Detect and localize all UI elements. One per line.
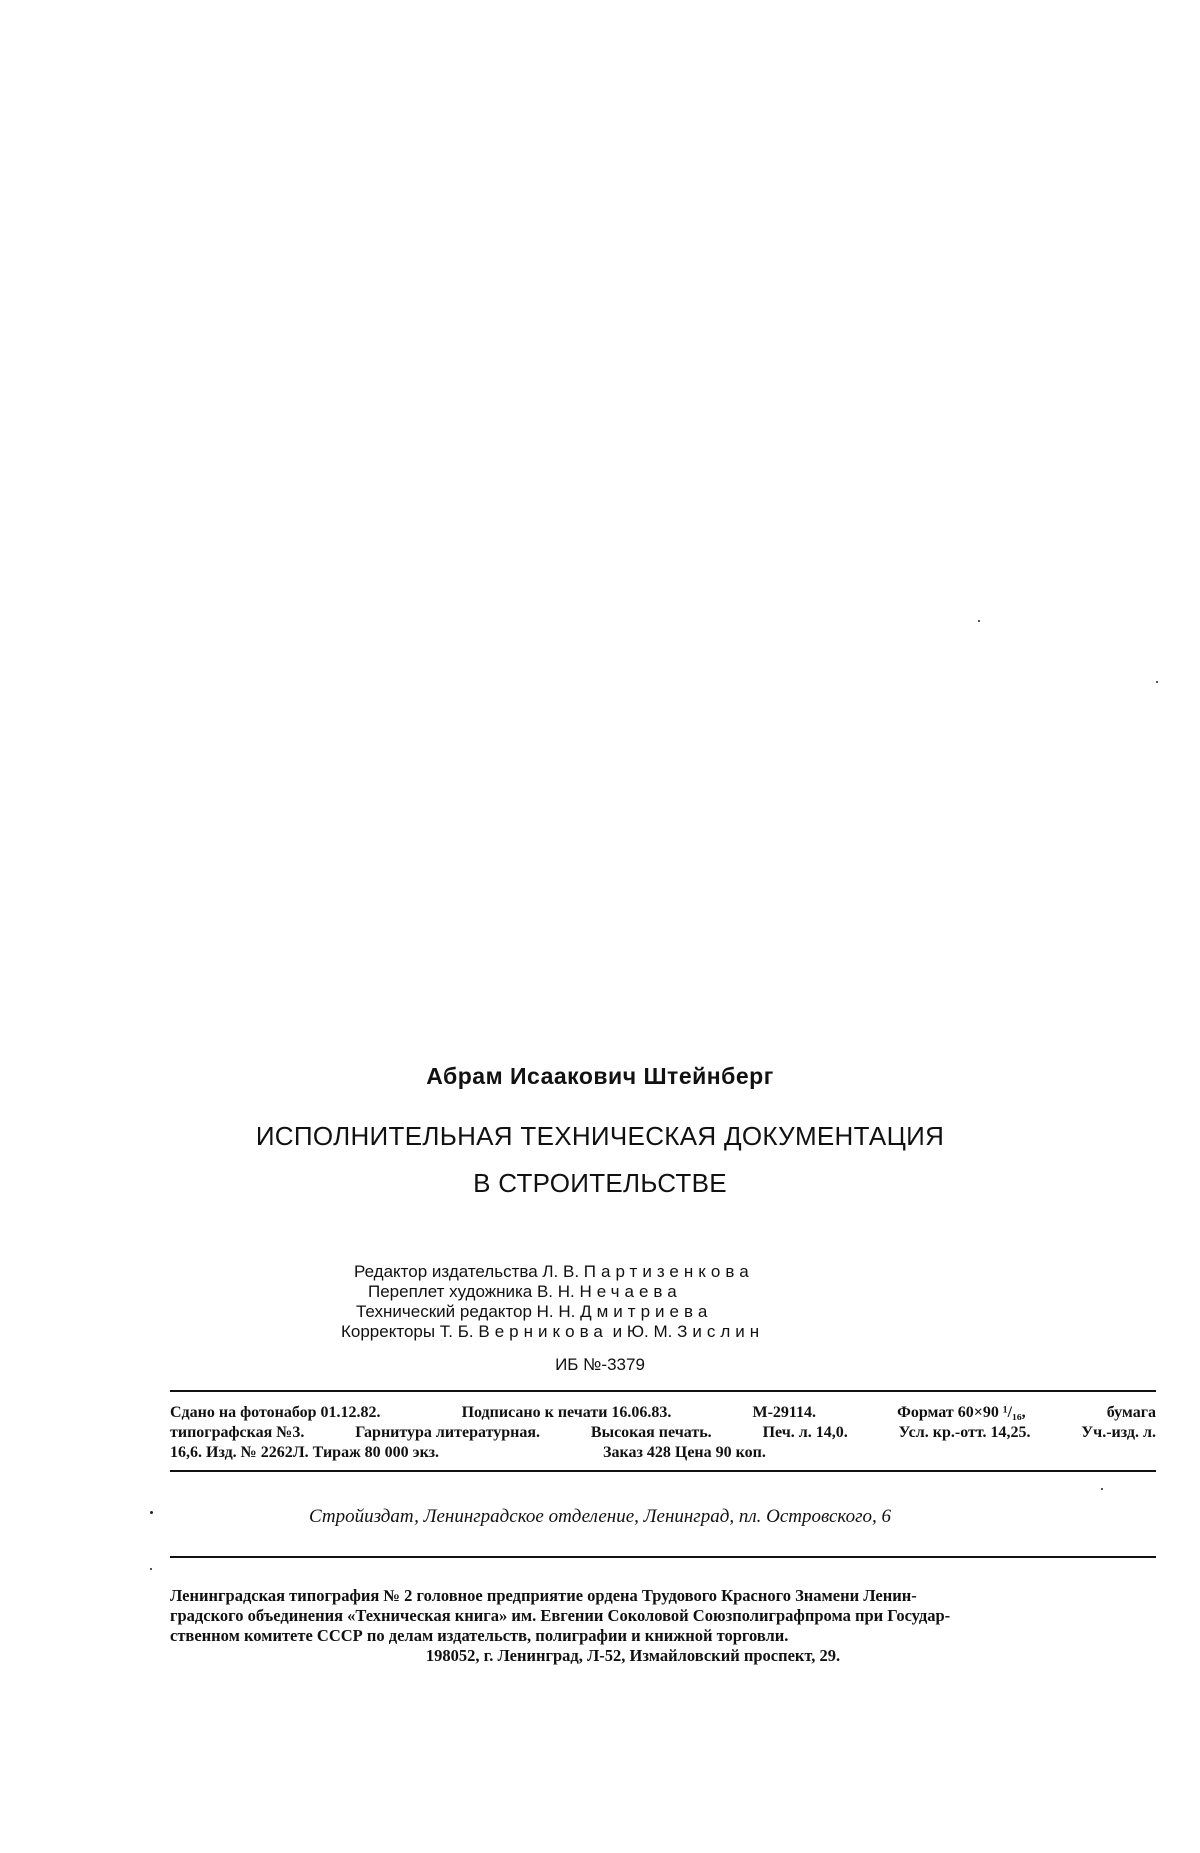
- print-run: 16,6. Изд. № 2262Л. Тираж 80 000 экз.: [170, 1444, 440, 1461]
- credit-binding: [354, 1282, 764, 1302]
- ib-number: ИБ №-3379: [555, 1355, 645, 1374]
- middle-rule: [170, 1470, 1156, 1472]
- printer-line-3: ственном комитете СССР по делам издательств, полиграфии и книжной торговли.: [170, 1626, 789, 1645]
- credit-correctors-role: Корректоры Т. Б.: [341, 1322, 474, 1341]
- print-order-price: Заказ 428 Цена 90 коп.: [603, 1444, 766, 1461]
- print-pub-sheets: Уч.-изд. л.: [1081, 1424, 1156, 1441]
- credit-editor-name: Партизенкова: [583, 1262, 754, 1281]
- print-info-block: [170, 1403, 1156, 1463]
- printer-block: [170, 1586, 1156, 1666]
- printer-line-1: Ленинградская типография № 2 головное предприятие ордена Трудового Красного Знамени Ленин-: [170, 1586, 917, 1605]
- print-typeface: Гарнитура литературная.: [355, 1424, 540, 1441]
- credit-tech-editor-role: Технический редактор Н. Н.: [356, 1302, 576, 1321]
- scan-speck-dot: [150, 1568, 152, 1570]
- credit-corrector-2-initials: Ю. М.: [626, 1322, 673, 1341]
- print-paper: бумага: [1106, 1404, 1156, 1421]
- print-code: М-29114.: [752, 1404, 817, 1421]
- publisher-line: Стройиздат, Ленинградское отделение, Ленинград, пл. Островского, 6: [308, 1506, 891, 1527]
- print-signed: Подписано к печати 16.06.83.: [461, 1404, 672, 1421]
- credits-block: [341, 1262, 765, 1342]
- scan-speck-dot: [1156, 681, 1158, 683]
- scan-speck-dot: [150, 1511, 153, 1514]
- scan-speck-dot: [978, 620, 980, 622]
- print-info-line-1: [170, 1403, 1156, 1423]
- print-format: Формат 60×90 ¹/₁₆,: [897, 1404, 1026, 1421]
- book-title-line-1: ИСПОЛНИТЕЛЬНАЯ ТЕХНИЧЕСКАЯ ДОКУМЕНТАЦИЯ: [255, 1121, 945, 1151]
- print-paper-type: типографская №3.: [170, 1424, 305, 1441]
- credit-correctors: [341, 1322, 764, 1342]
- print-method: Высокая печать.: [590, 1424, 712, 1441]
- credit-editor-role: Редактор издательства Л. В.: [354, 1262, 580, 1281]
- credit-binding-name: Нечаева: [579, 1282, 682, 1301]
- printer-address: 198052, г. Ленинград, Л-52, Измайловский проспект, 29.: [425, 1646, 841, 1665]
- credit-tech-editor-name: Дмитриева: [580, 1302, 713, 1321]
- print-submitted: Сдано на фотонабор 01.12.82.: [170, 1404, 381, 1421]
- credit-and: и: [612, 1322, 623, 1341]
- credit-corrector-1-name: Верникова: [478, 1322, 608, 1341]
- print-sheets: Печ. л. 14,0.: [762, 1424, 848, 1441]
- credit-tech-editor: [354, 1302, 764, 1322]
- credit-editor: [354, 1262, 764, 1282]
- credit-binding-role: Переплет художника В. Н.: [368, 1282, 575, 1301]
- print-info-line-3: [170, 1443, 1156, 1463]
- book-title-line-2: В СТРОИТЕЛЬСТВЕ: [473, 1168, 727, 1198]
- credit-corrector-2-name: Зислин: [677, 1322, 765, 1341]
- author-name: Абрам Исаакович Штейнберг: [426, 1063, 774, 1089]
- printer-line-2: градского объединения «Техническая книга» им. Евгении Соколовой Союзполиграфпрома при Государ-: [170, 1606, 951, 1625]
- top-rule: [170, 1390, 1156, 1392]
- bottom-rule: [170, 1556, 1156, 1558]
- scan-speck-dot: [1101, 1488, 1103, 1490]
- print-info-line-2: [170, 1423, 1156, 1443]
- print-color-sheets: Усл. кр.-отт. 14,25.: [898, 1424, 1031, 1441]
